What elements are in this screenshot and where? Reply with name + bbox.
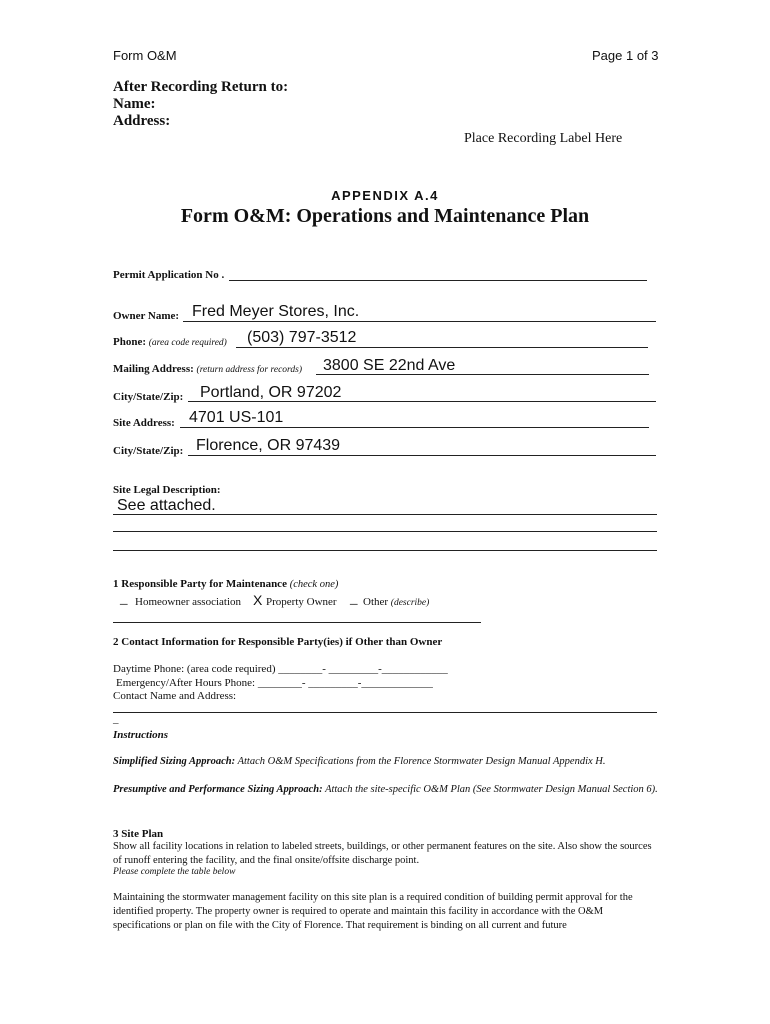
owner-input-line[interactable] [183,321,656,322]
phone-note: (area code required) [148,338,227,348]
presumptive-sizing-label: Presumptive and Performance Sizing Approach: [113,784,323,795]
city-state-zip-value[interactable]: Portland, OR 97202 [200,384,342,401]
recording-return-label: After Recording Return to: [113,79,289,95]
homeowner-option-label: Homeowner association [135,596,241,608]
section1-note: (check one) [289,579,339,590]
site-address-label: Site Address: [113,417,175,429]
other-describe-line[interactable] [113,622,481,623]
page-title: Form O&M: Operations and Maintenance Plan [180,205,590,227]
city-state-zip-label: City/State/Zip: [113,391,184,403]
site-plan-note: Please complete the table below [113,867,236,877]
recording-address-label: Address: [113,113,171,129]
other-option-label [363,596,429,608]
legal-description-label: Site Legal Description: [113,484,221,496]
phone-value[interactable]: (503) 797-3512 [247,329,357,346]
emergency-phone-line[interactable]: Emergency/After Hours Phone: ________- _________-_____________ [116,677,433,689]
permit-label: Permit Application No . [113,269,225,281]
site-plan-text: Show all facility locations in relation to labeled streets, buildings, or other permanent features on the site. Also show the sources of runoff entering the facility, and the final onsite/offsite discharge point. [113,841,652,866]
other-option-text: Other [363,596,389,608]
site-city-state-zip-label: City/State/Zip: [113,445,184,457]
simplified-sizing-line [113,756,606,767]
contact-address-dash: _ [113,713,119,725]
phone-label-text: Phone: [113,336,146,348]
section1-heading [113,578,338,590]
page-number: Page 1 of 3 [592,48,659,63]
owner-label: Owner Name: [113,310,180,322]
property-owner-option-label: Property Owner [266,596,337,608]
legal-line-3[interactable] [113,550,657,551]
contact-address-line[interactable] [113,712,657,713]
simplified-sizing-label: Simplified Sizing Approach: [113,756,236,767]
mailing-value[interactable]: 3800 SE 22nd Ave [323,357,456,374]
appendix-label: APPENDIX A.4 [331,188,439,203]
site-city-state-zip-value[interactable]: Florence, OR 97439 [196,437,341,454]
simplified-sizing-text: Attach O&M Specifications from the Florence Stormwater Design Manual Appendix H. [237,756,606,767]
daytime-phone-line[interactable]: Daytime Phone: (area code required) ________- _________-____________ [113,663,448,675]
owner-value[interactable]: Fred Meyer Stores, Inc. [192,303,360,320]
other-checkbox-mark[interactable]: _ [350,591,358,607]
section3-heading: 3 Site Plan [113,828,164,840]
mailing-label-text: Mailing Address: [113,363,194,375]
legal-line-1[interactable] [113,514,657,515]
site-address-input-line[interactable] [180,427,649,428]
mailing-label [113,363,302,375]
site-city-state-zip-input-line[interactable] [188,455,656,456]
phone-input-line[interactable] [236,347,648,348]
maintenance-paragraph: Maintaining the stormwater management facility on this site plan is a required condition of building permit approval for the identified property. The property owner is required to operate and maintain this facility in accordance with the O&M specifications or plan on file with the City of Florence. That requirement is binding on all current and future [113,892,633,931]
section1-heading-text: 1 Responsible Party for Maintenance [113,578,287,590]
phone-label [113,336,227,348]
legal-description-value[interactable]: See attached. [117,497,216,514]
mailing-note: (return address for records) [196,365,302,375]
presumptive-sizing-text: Attach the site-specific O&M Plan (See Stormwater Design Manual Section 6). [325,784,658,795]
legal-line-2[interactable] [113,531,657,532]
site-address-value[interactable]: 4701 US-101 [189,409,284,426]
contact-name-address-label: Contact Name and Address: [113,690,237,702]
form-name: Form O&M [113,48,177,63]
homeowner-checkbox-mark[interactable]: _ [120,591,128,607]
instructions-heading: Instructions [113,729,169,741]
section2-heading: 2 Contact Information for Responsible Party(ies) if Other than Owner [113,636,443,648]
presumptive-sizing-paragraph [113,783,658,797]
recording-name-label: Name: [113,96,156,112]
property-owner-checkbox-mark[interactable]: X [253,592,263,608]
permit-input-line[interactable] [229,280,647,281]
other-option-note: (describe) [390,598,430,608]
recording-label-placeholder: Place Recording Label Here [464,131,623,146]
